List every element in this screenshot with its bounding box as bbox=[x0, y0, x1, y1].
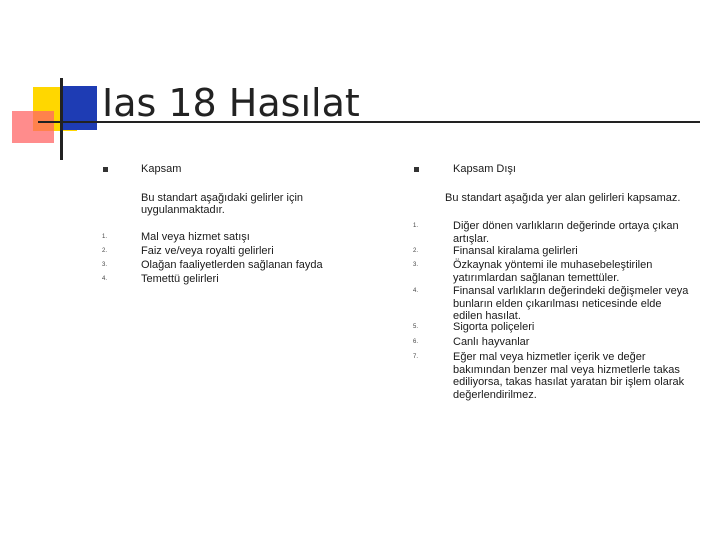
left-list-item: Mal veya hizmet satışı bbox=[141, 231, 250, 243]
right-item-number: 5. bbox=[413, 324, 419, 330]
left-list-item: Olağan faaliyetlerden sağlanan fayda bbox=[141, 259, 323, 271]
left-item-number: 2. bbox=[102, 248, 108, 254]
right-heading: Kapsam Dışı bbox=[453, 163, 516, 175]
left-intro: Bu standart aşağıdaki gelirler için uygulanmaktadır. bbox=[141, 192, 304, 216]
right-intro: Bu standart aşağıda yer alan gelirleri kapsamaz. bbox=[445, 192, 681, 204]
right-item-number: 4. bbox=[413, 288, 419, 294]
decor-vertical-line bbox=[60, 78, 63, 160]
right-list-item: Özkaynak yöntemi ile muhasebeleştirilen yatırımlardan sağlanan temettüler. bbox=[453, 259, 653, 284]
right-list-item: Eğer mal veya hizmetler içerik ve değer bakımından benzer mal veya hizmetlerle takas ediliyorsa, takas hasılat yaratan bir işlem olarak değerlendirilmez. bbox=[453, 351, 685, 401]
right-list-item: Sigorta poliçeleri bbox=[453, 321, 535, 333]
left-list-item: Faiz ve/veya royalti gelirleri bbox=[141, 245, 274, 257]
bullet-square-icon bbox=[414, 167, 419, 172]
left-list-item: Temettü gelirleri bbox=[141, 273, 219, 285]
decor-blue-square bbox=[63, 86, 97, 130]
bullet-square-icon bbox=[103, 167, 108, 172]
left-item-number: 3. bbox=[102, 262, 108, 268]
right-list-item: Finansal varlıkların değerindeki değişmeler veya bunların elden çıkarılması neticesinde elde edilen hasılat. bbox=[453, 285, 689, 322]
right-item-number: 7. bbox=[413, 354, 419, 360]
right-item-number: 3. bbox=[413, 262, 419, 268]
slide-title: Ias 18 Hasılat bbox=[102, 81, 360, 125]
right-item-number: 6. bbox=[413, 339, 419, 345]
right-list-item: Finansal kiralama gelirleri bbox=[453, 245, 578, 257]
right-list-item: Diğer dönen varlıkların değerinde ortaya çıkan artışlar. bbox=[453, 220, 679, 245]
left-heading: Kapsam bbox=[141, 163, 182, 175]
right-list-item: Canlı hayvanlar bbox=[453, 336, 530, 348]
right-item-number: 1. bbox=[413, 223, 419, 229]
right-item-number: 2. bbox=[413, 248, 419, 254]
left-item-number: 1. bbox=[102, 234, 108, 240]
decor-red-square bbox=[12, 111, 54, 143]
left-item-number: 4. bbox=[102, 276, 108, 282]
